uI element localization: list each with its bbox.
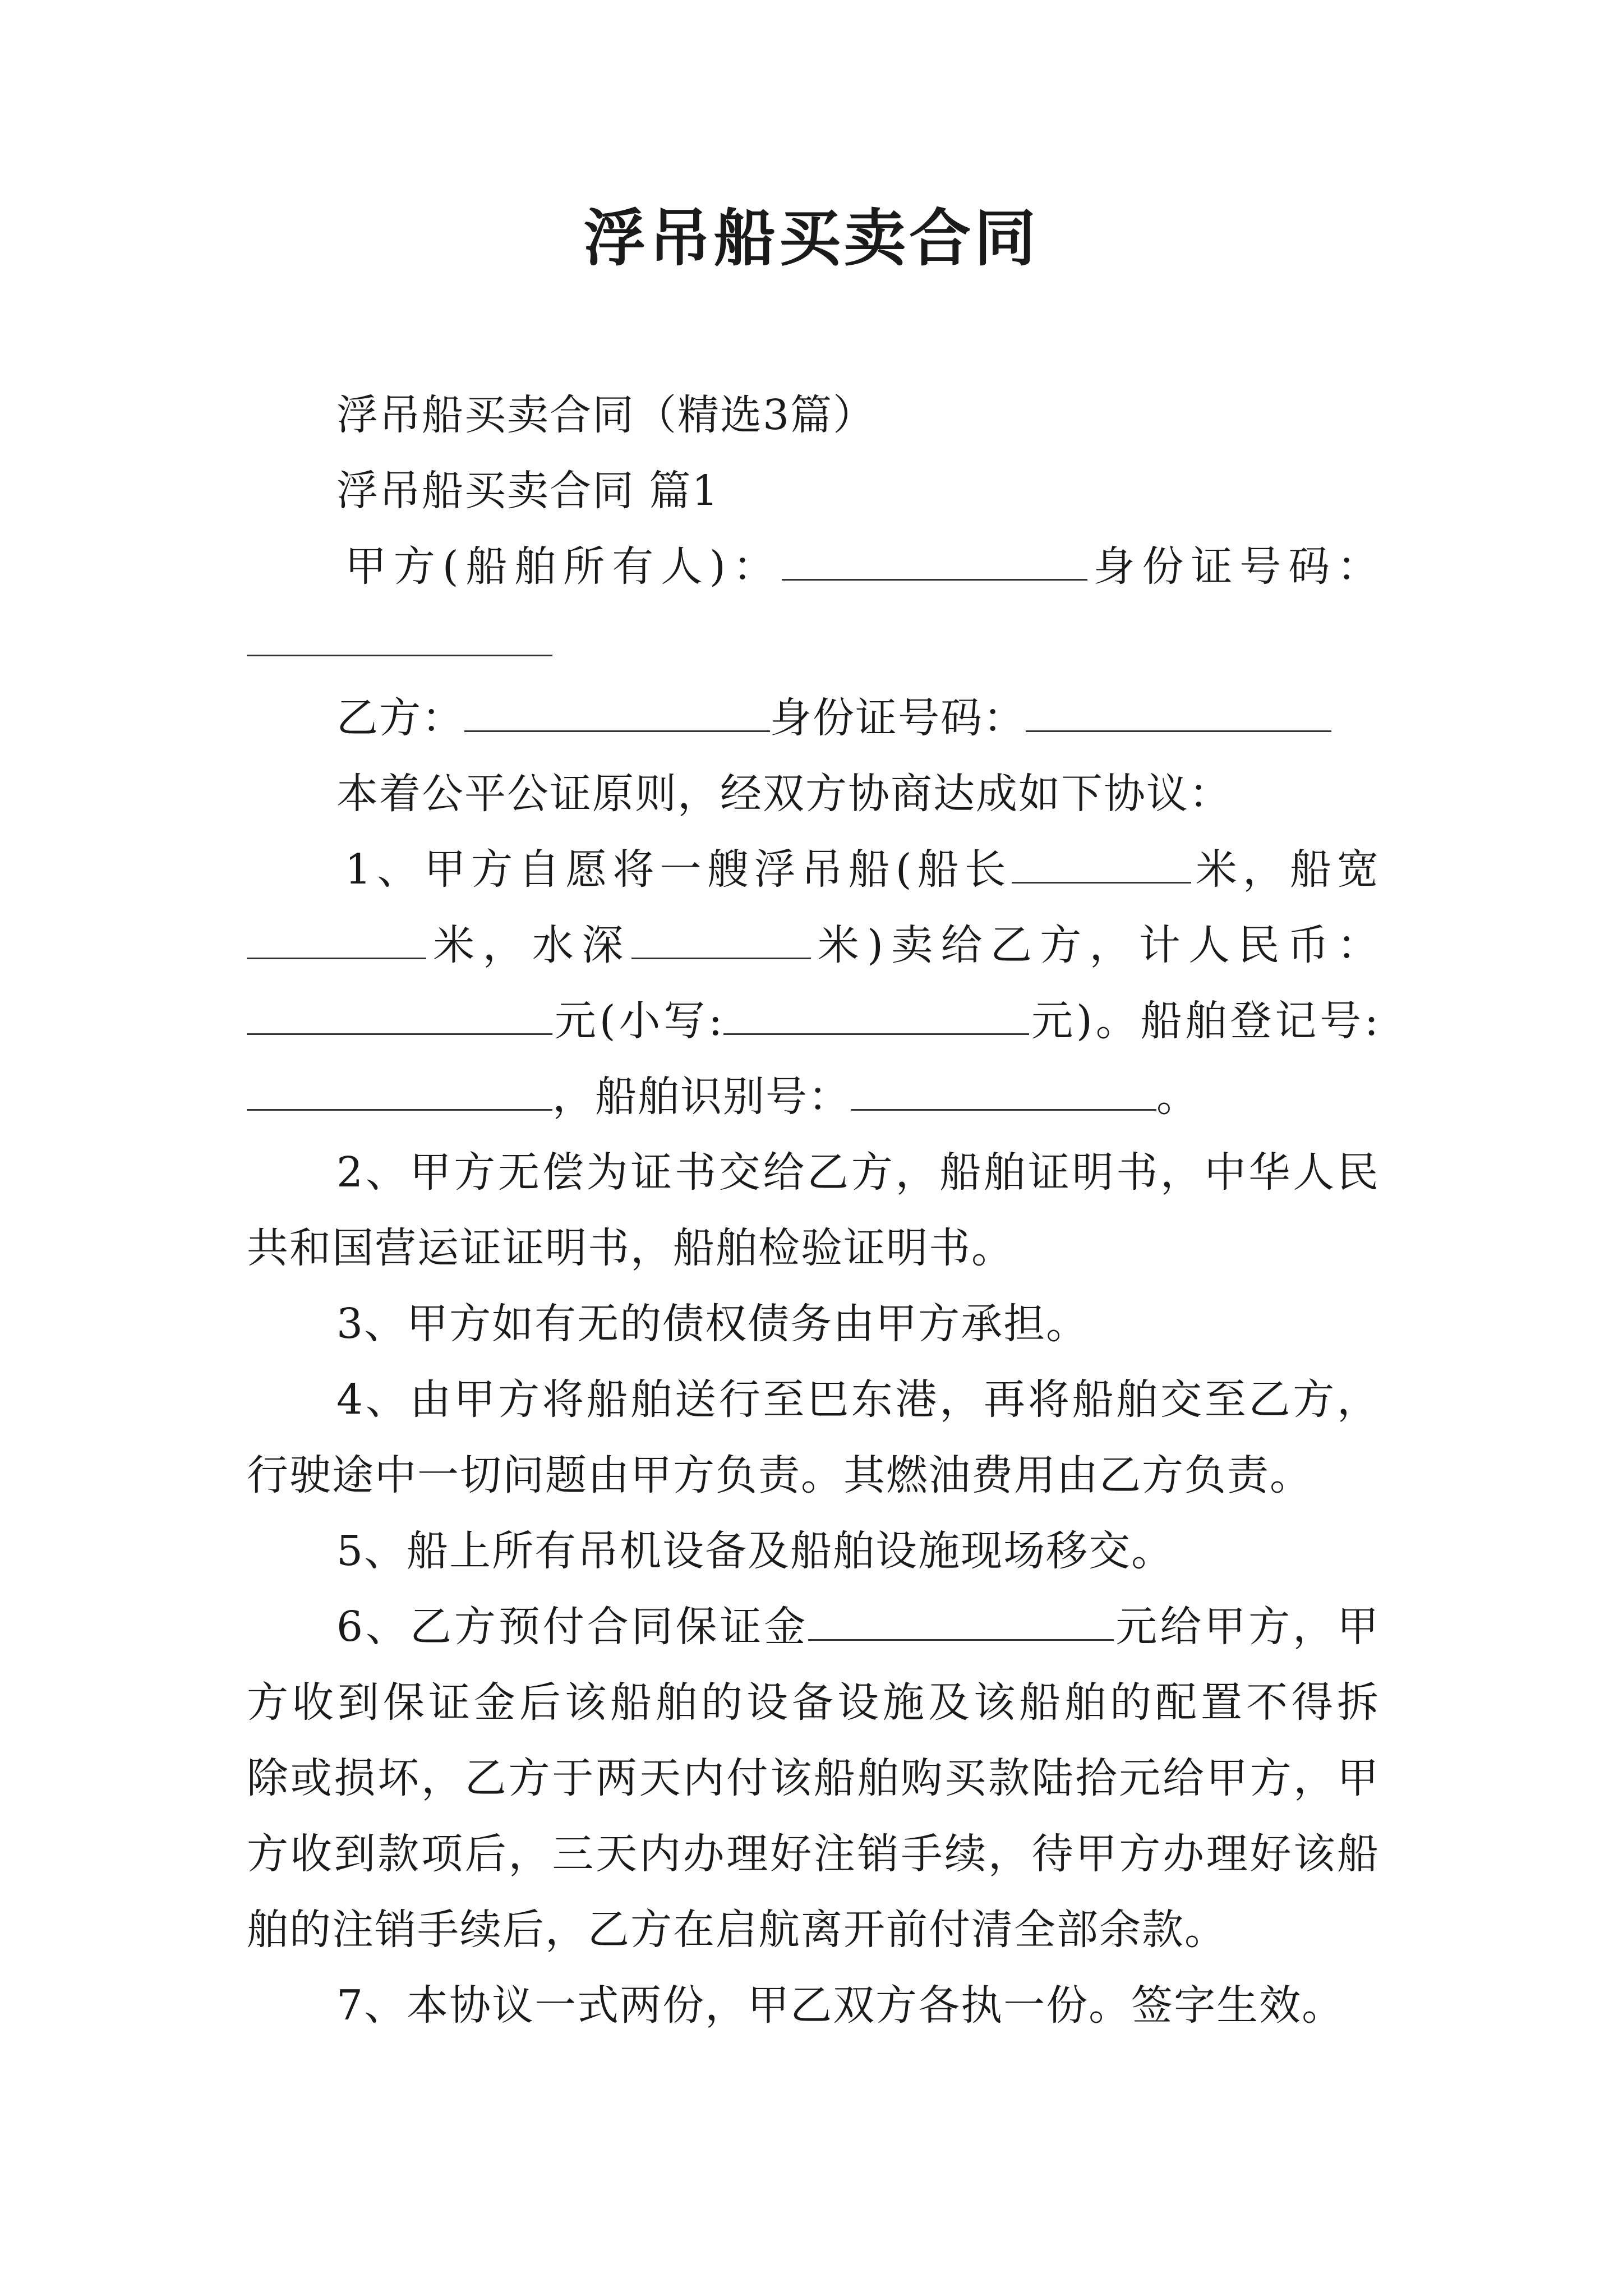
clause1-text-c: 米，水深 <box>426 921 631 969</box>
price-words-blank <box>247 993 552 1035</box>
party-a-id-line <box>247 614 1380 670</box>
clause6-line2: 方收到保证金后该船舶的设备设施及该船舶的配置不得拆 <box>247 1678 1380 1727</box>
section-heading: 浮吊船买卖合同 篇1 <box>336 467 720 515</box>
registration-number-blank <box>247 1069 552 1111</box>
clause3: 3、甲方如有无的债权债务由甲方承担。 <box>336 1300 1089 1348</box>
party-b-id-label: 身份证号码： <box>770 694 1026 742</box>
clause1-text-f: 元)。船舶登记号: <box>1029 997 1380 1045</box>
clause1-line1 <box>345 841 1380 898</box>
party-a-label: 甲方(船舶所有人)： <box>345 542 782 591</box>
clause6-line4: 方收到款项后，三天内办理好注销手续，待甲方办理好该船 <box>247 1830 1380 1878</box>
clause1-text-h: 。 <box>1156 1073 1199 1121</box>
party-a-name-blank <box>782 539 1087 581</box>
water-depth-blank <box>631 917 811 959</box>
party-b-name-blank <box>464 690 770 732</box>
party-b-label: 乙方： <box>336 694 464 742</box>
clause2-line1: 2、甲方无偿为证书交给乙方，船舶证明书，中华人民 <box>336 1148 1380 1197</box>
clause1-text-d: 米)卖给乙方，计人民币： <box>810 921 1380 969</box>
ship-length-blank <box>1012 841 1191 884</box>
subtitle: 浮吊船买卖合同（精选3篇） <box>336 391 876 439</box>
clause1-text-a: 1、甲方自愿将一艘浮吊船(船长 <box>345 845 1012 894</box>
identification-number-blank <box>851 1069 1156 1111</box>
party-a-id-label: 身份证号码： <box>1087 542 1380 591</box>
clause1-text-e: 元(小写: <box>552 997 724 1045</box>
clause7: 7、本协议一式两份，甲乙双方各执一份。签字生效。 <box>336 1981 1345 2030</box>
party-a-id-blank <box>247 614 552 656</box>
clause6-line5: 舶的注销手续后，乙方在启航离开前付清全部余款。 <box>247 1906 1227 1954</box>
ship-width-blank <box>247 917 426 959</box>
clause5: 5、船上所有吊机设备及船舶设施现场移交。 <box>336 1527 1174 1575</box>
clause1-line4 <box>247 1069 1380 1125</box>
party-b-line <box>336 690 1380 746</box>
price-number-blank <box>723 993 1029 1035</box>
deposit-amount-blank <box>808 1599 1114 1641</box>
clause1-line3 <box>247 993 1380 1049</box>
clause6-text-b: 元给甲方，甲 <box>1114 1603 1380 1651</box>
clause1-text-g: ，船舶识别号： <box>552 1073 851 1121</box>
clause6-text-a: 6、乙方预付合同保证金 <box>336 1603 809 1651</box>
clause4-line2: 行驶途中一切问题由甲方负责。其燃油费用由乙方负责。 <box>247 1451 1312 1499</box>
clause1-line2 <box>247 917 1380 973</box>
clause6-line3: 除或损坏，乙方于两天内付该船舶购买款陆拾元给甲方，甲 <box>247 1754 1380 1802</box>
clause4-line1: 4、由甲方将船舶送行至巴东港，再将船舶交至乙方， <box>336 1375 1380 1424</box>
document-title: 浮吊船买卖合同 <box>584 202 1039 274</box>
party-a-line <box>345 539 1380 595</box>
party-b-id-blank <box>1026 690 1331 732</box>
clause2-line2: 共和国营运证证明书，船舶检验证明书。 <box>247 1224 1014 1272</box>
clause6-line1 <box>336 1599 1380 1655</box>
clause1-text-b: 米，船宽 <box>1191 845 1380 894</box>
intro-text: 本着公平公证原则，经双方协商达成如下协议： <box>336 770 1232 818</box>
